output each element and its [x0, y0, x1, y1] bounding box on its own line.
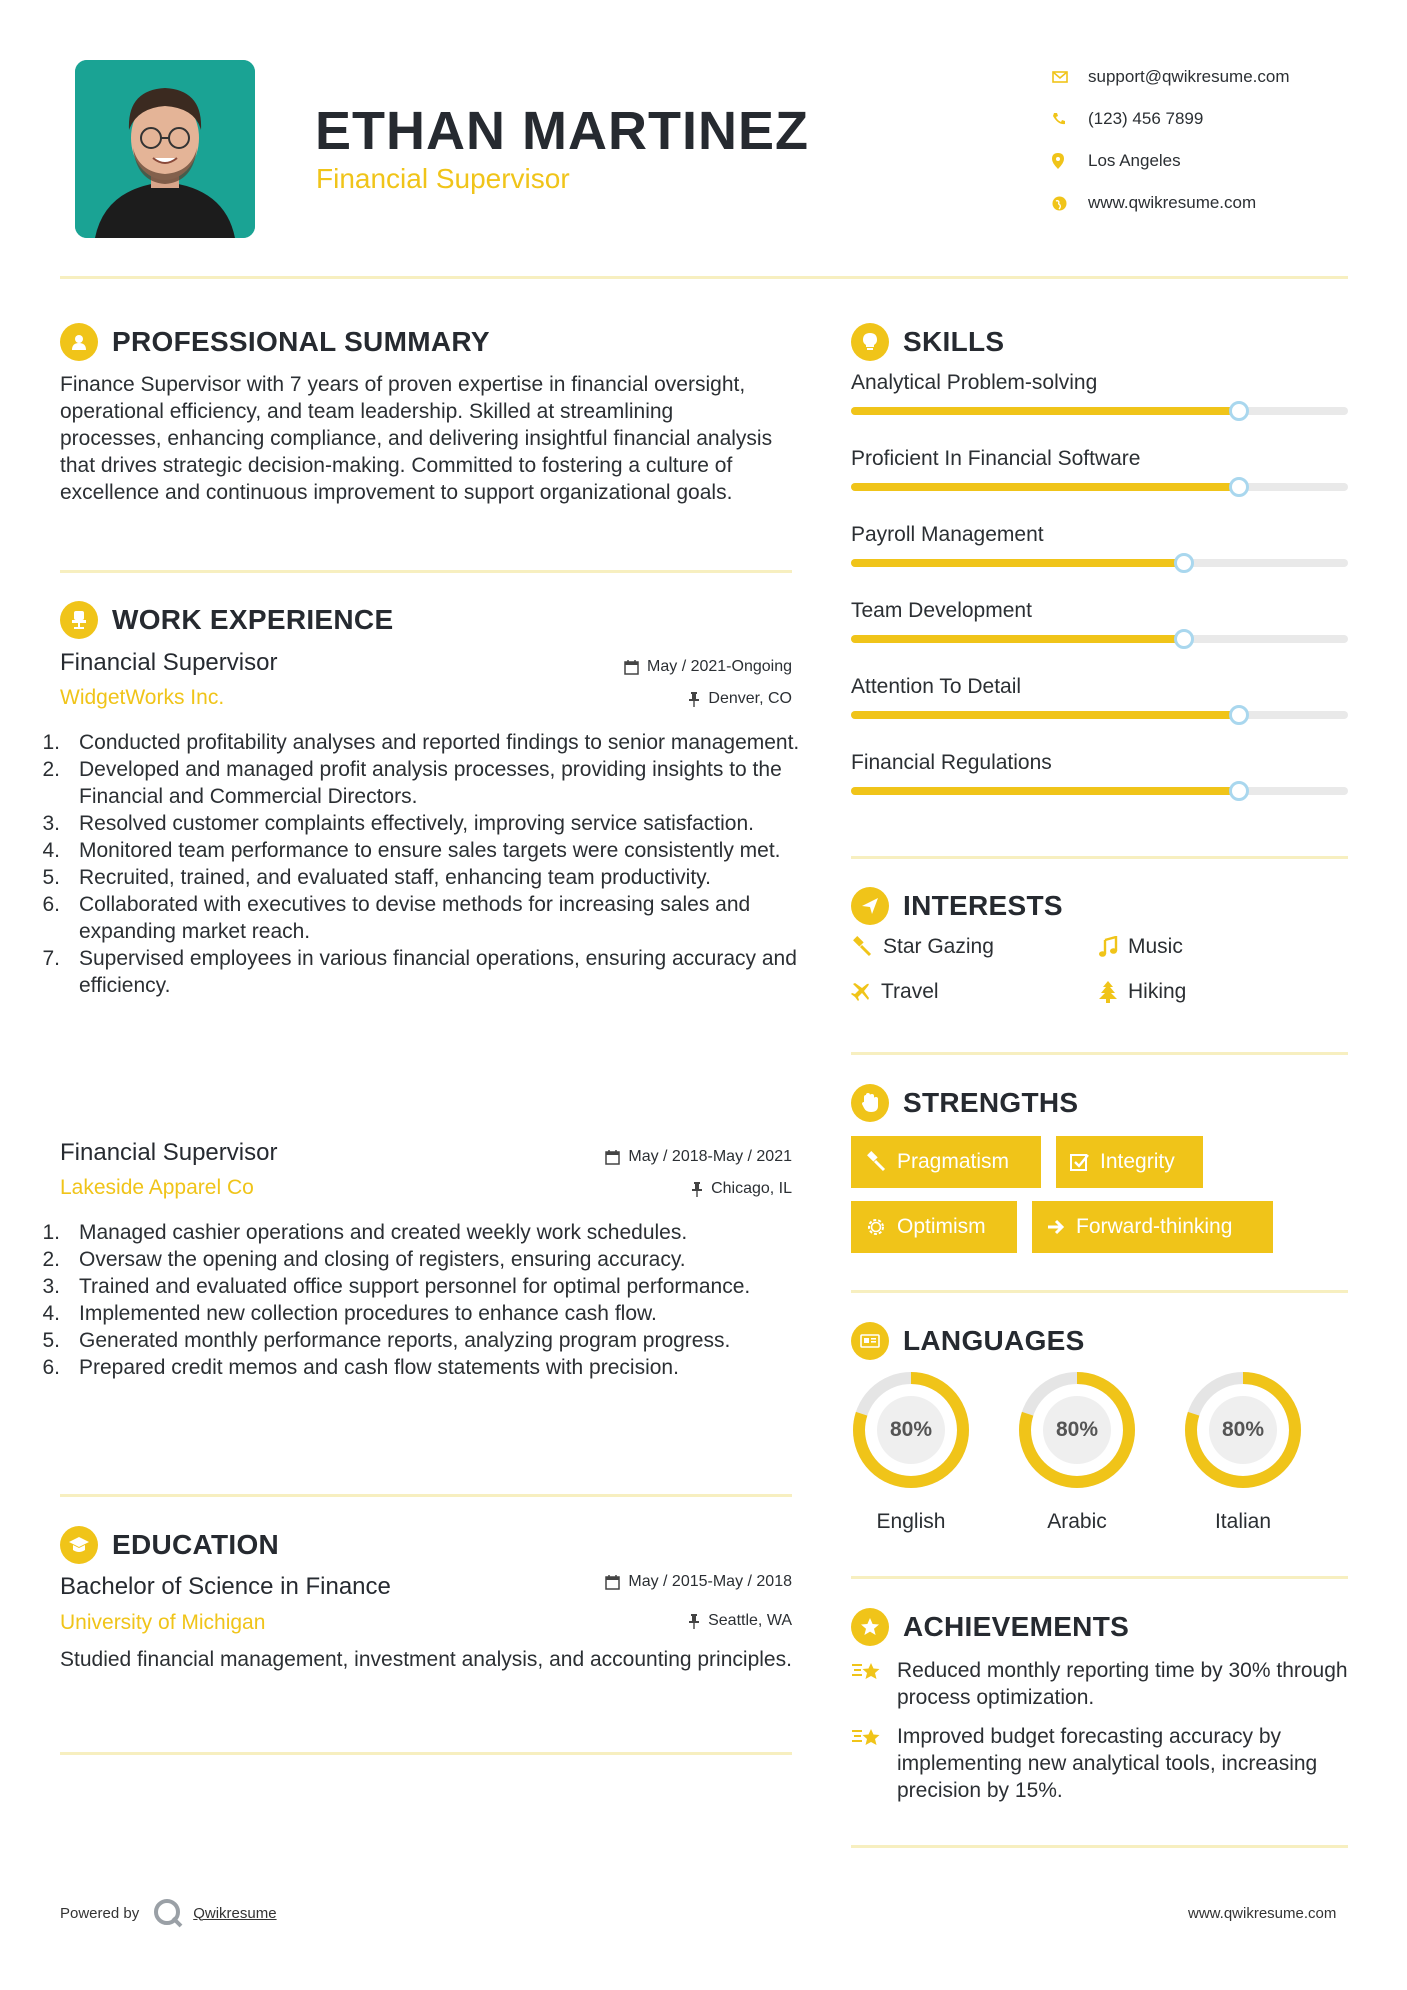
skill-item — [851, 599, 1348, 643]
languages-heading — [851, 1322, 1085, 1360]
contact-block — [1050, 56, 1370, 224]
sun-icon — [865, 1216, 887, 1238]
job-2-location — [520, 1180, 792, 1198]
strength-badge — [851, 1201, 1017, 1253]
skill-track — [851, 635, 1348, 643]
strength-label: Forward-thinking — [1076, 1215, 1233, 1238]
pushpin-icon — [688, 1614, 700, 1629]
achievements-divider — [851, 1845, 1348, 1848]
globe-icon — [1050, 196, 1088, 211]
list-item: 1. Conducted profitability analyses and reported findings to senior management. — [42, 731, 800, 754]
list-item: 2. Developed and managed profit analysis processes, providing insights to the Financial and Commercial Directors. — [42, 758, 782, 808]
skill-name: Analytical Problem-solving — [851, 371, 1098, 394]
header-divider — [60, 276, 1348, 279]
hand-icon — [851, 1084, 889, 1122]
education-heading — [60, 1526, 279, 1564]
strength-label: Pragmatism — [897, 1150, 1010, 1173]
interest-item — [1098, 935, 1183, 959]
list-item: 7. Supervised employees in various financial operations, ensuring accuracy and efficiency. — [42, 947, 797, 997]
strengths-heading — [851, 1084, 1078, 1122]
pushpin-icon — [691, 1182, 703, 1197]
job-2-dates-text: May / 2018-May / 2021 — [628, 1148, 792, 1165]
job-1-title: Financial Supervisor — [60, 649, 278, 676]
job-1-dates — [540, 658, 792, 676]
contact-phone[interactable] — [1050, 98, 1370, 140]
interest-item — [851, 935, 994, 959]
skill-item — [851, 675, 1348, 719]
gavel-icon — [865, 1151, 887, 1173]
tree-icon — [1098, 981, 1118, 1003]
pushpin-icon — [688, 692, 700, 707]
job-1-company: WidgetWorks Inc. — [60, 686, 225, 709]
interest-item — [1098, 980, 1186, 1004]
education-school: University of Michigan — [60, 1611, 266, 1634]
calendar-icon — [624, 660, 639, 675]
summary-text: Finance Supervisor with 7 years of proven expertise in financial oversight, operational efficiency, and team leadership. Skilled at streamlining processes, enhancing compliance, and delivering insightful financial analysis that drives strategic decision-making. Committed to fostering a culture of excellence and continuous improvement to support organizational goals. — [60, 373, 773, 504]
skill-track — [851, 483, 1348, 491]
envelope-icon — [1050, 71, 1088, 83]
summary-title: PROFESSIONAL SUMMARY — [112, 326, 490, 357]
skill-fill — [851, 635, 1184, 643]
phone-icon — [1050, 112, 1088, 126]
interest-label: Star Gazing — [883, 935, 994, 958]
skill-name: Financial Regulations — [851, 751, 1052, 774]
list-item: 5. Generated monthly performance reports, analyzing program progress. — [42, 1329, 731, 1352]
interests-divider — [851, 1052, 1348, 1055]
map-pin-icon — [1050, 153, 1088, 169]
list-item: 4. Monitored team performance to ensure sales targets were consistently met. — [42, 839, 781, 862]
lightbulb-icon — [851, 323, 889, 361]
skill-fill — [851, 559, 1184, 567]
shooting-star-icon — [851, 1659, 883, 1685]
candidate-title: Financial Supervisor — [316, 163, 570, 194]
job-1-location-text: Denver, CO — [708, 690, 792, 707]
job-2-bullets — [42, 1219, 800, 1381]
language-item — [1015, 1368, 1139, 1534]
skill-name: Attention To Detail — [851, 675, 1022, 698]
education-title: EDUCATION — [112, 1529, 280, 1560]
language-name: English — [876, 1510, 946, 1533]
list-item: 4. Implemented new collection procedures to enhance cash flow. — [42, 1302, 657, 1325]
contact-website[interactable] — [1050, 182, 1370, 224]
education-location — [520, 1612, 792, 1630]
skill-item — [851, 447, 1348, 491]
id-card-icon — [851, 1322, 889, 1360]
interest-label: Hiking — [1128, 980, 1187, 1003]
music-icon — [1098, 936, 1118, 958]
profile-photo — [75, 60, 255, 238]
paper-plane-icon — [851, 887, 889, 925]
education-divider — [60, 1752, 792, 1755]
list-item: 3. Resolved customer complaints effectively, improving service satisfaction. — [42, 812, 754, 835]
calendar-icon — [605, 1150, 620, 1165]
job-1-location — [540, 690, 792, 708]
contact-email[interactable] — [1050, 56, 1370, 98]
footer-website-link[interactable]: www.qwikresume.com — [1188, 1905, 1337, 1922]
skill-track — [851, 711, 1348, 719]
skill-fill — [851, 711, 1239, 719]
interests-heading — [851, 887, 1063, 925]
skill-track — [851, 787, 1348, 795]
qwikresume-link[interactable]: Qwikresume — [193, 1904, 277, 1922]
skill-handle[interactable] — [1174, 553, 1194, 573]
education-dates — [520, 1573, 792, 1591]
interest-item — [851, 980, 939, 1004]
contact-website-text: www.qwikresume.com — [1088, 193, 1257, 212]
calendar-icon — [605, 1575, 620, 1590]
language-name: Arabic — [1047, 1510, 1107, 1533]
avatar-illustration — [75, 60, 255, 238]
achievement-item — [851, 1723, 1351, 1804]
languages-divider — [851, 1576, 1348, 1579]
experience-divider — [60, 1494, 792, 1497]
list-item: 3. Trained and evaluated office support personnel for optimal performance. — [42, 1275, 751, 1298]
skill-item — [851, 523, 1348, 567]
skill-fill — [851, 483, 1239, 491]
skill-name: Proficient In Financial Software — [851, 447, 1141, 470]
languages-title: LANGUAGES — [903, 1325, 1085, 1356]
experience-heading — [60, 601, 393, 639]
strength-label: Integrity — [1100, 1150, 1175, 1173]
job-2-dates — [520, 1148, 792, 1166]
job-1-dates-text: May / 2021-Ongoing — [647, 658, 792, 675]
gavel-icon — [851, 936, 873, 958]
summary-heading — [60, 323, 490, 361]
strength-badge — [851, 1136, 1041, 1188]
skills-heading — [851, 323, 1004, 361]
language-name: Italian — [1214, 1510, 1272, 1533]
language-percent: 80% — [1055, 1418, 1099, 1441]
skills-divider — [851, 856, 1348, 859]
achievements-heading — [851, 1608, 1129, 1646]
arrow-right-icon — [1046, 1217, 1066, 1237]
education-location-text: Seattle, WA — [708, 1612, 792, 1629]
strengths-divider — [851, 1290, 1348, 1293]
skill-item — [851, 371, 1348, 415]
skill-track — [851, 407, 1348, 415]
achievement-item — [851, 1657, 1351, 1711]
language-item — [849, 1368, 973, 1534]
skill-track — [851, 559, 1348, 567]
skill-handle[interactable] — [1229, 477, 1249, 497]
language-percent: 80% — [889, 1418, 933, 1441]
skill-item — [851, 751, 1348, 795]
chair-icon — [60, 601, 98, 639]
language-item — [1181, 1368, 1305, 1534]
user-icon — [60, 323, 98, 361]
strength-label: Optimism — [897, 1215, 986, 1238]
contact-location-text: Los Angeles — [1088, 151, 1181, 170]
footer-powered-by — [60, 1896, 277, 1930]
checkbox-icon — [1070, 1152, 1090, 1172]
job-1-bullets — [42, 729, 800, 999]
skill-handle[interactable] — [1174, 629, 1194, 649]
contact-email-text: support@qwikresume.com — [1088, 67, 1290, 86]
skill-fill — [851, 787, 1239, 795]
strength-badge — [1056, 1136, 1203, 1188]
contact-phone-text: (123) 456 7899 — [1088, 109, 1204, 128]
skill-name: Payroll Management — [851, 523, 1044, 546]
skill-fill — [851, 407, 1239, 415]
education-description: Studied financial management, investment analysis, and accounting principles. — [60, 1648, 792, 1671]
interest-label: Travel — [881, 980, 939, 1003]
skill-name: Team Development — [851, 599, 1032, 622]
shooting-star-icon — [851, 1725, 883, 1751]
skill-handle[interactable] — [1229, 781, 1249, 801]
skill-handle[interactable] — [1229, 705, 1249, 725]
strength-badge — [1032, 1201, 1273, 1253]
interests-title: INTERESTS — [903, 890, 1063, 921]
interest-label: Music — [1128, 935, 1183, 958]
job-2-company: Lakeside Apparel Co — [60, 1176, 254, 1199]
job-2-title: Financial Supervisor — [60, 1139, 278, 1166]
strengths-title: STRENGTHS — [903, 1087, 1079, 1118]
list-item: 2. Oversaw the opening and closing of registers, ensuring accuracy. — [42, 1248, 686, 1271]
skill-handle[interactable] — [1229, 401, 1249, 421]
candidate-name: ETHAN MARTINEZ — [315, 101, 809, 161]
skills-title: SKILLS — [903, 326, 1005, 357]
list-item: 1. Managed cashier operations and created weekly work schedules. — [42, 1221, 688, 1244]
education-dates-text: May / 2015-May / 2018 — [628, 1573, 792, 1590]
qwikresume-logo-icon — [151, 1896, 185, 1930]
star-badge-icon — [851, 1608, 889, 1646]
achievement-text: Improved budget forecasting accuracy by implementing new analytical tools, increasing precision by 15%. — [897, 1725, 1318, 1802]
language-percent: 80% — [1221, 1418, 1265, 1441]
education-degree: Bachelor of Science in Finance — [60, 1573, 391, 1600]
achievement-text: Reduced monthly reporting time by 30% through process optimization. — [897, 1659, 1348, 1709]
summary-divider — [60, 570, 792, 573]
contact-location — [1050, 140, 1370, 182]
achievements-title: ACHIEVEMENTS — [903, 1611, 1130, 1642]
experience-title: WORK EXPERIENCE — [112, 604, 394, 635]
list-item: 6. Prepared credit memos and cash flow statements with precision. — [42, 1356, 679, 1379]
list-item: 6. Collaborated with executives to devise methods for increasing sales and expanding market reach. — [42, 893, 751, 943]
plane-icon — [851, 982, 871, 1002]
graduation-icon — [60, 1526, 98, 1564]
job-2-location-text: Chicago, IL — [711, 1180, 792, 1197]
list-item: 5. Recruited, trained, and evaluated staff, enhancing team productivity. — [42, 866, 711, 889]
powered-by-label: Powered by — [60, 1904, 140, 1922]
